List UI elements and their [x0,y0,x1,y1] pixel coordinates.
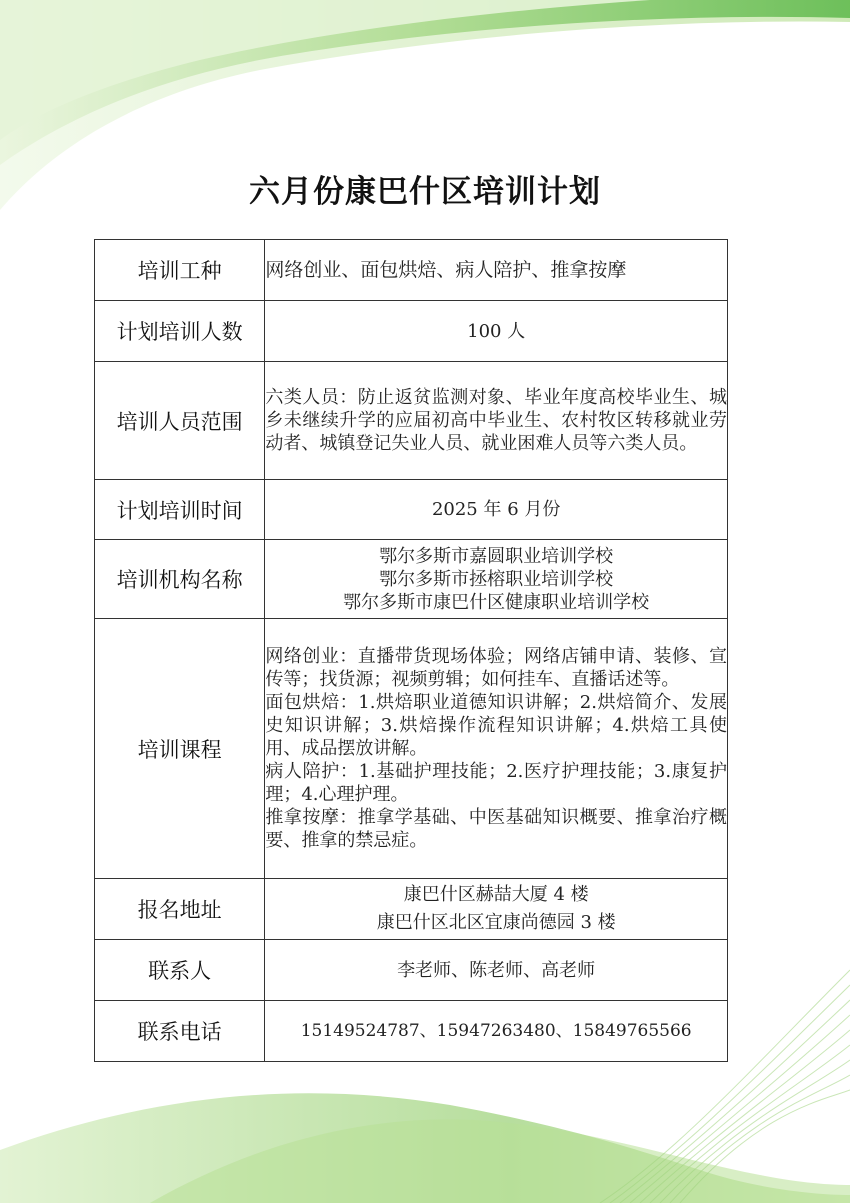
institution-line: 鄂尔多斯市拯榕职业培训学校 [379,568,614,590]
table-row [95,362,728,480]
row-value-contacts: 李老师、陈老师、高老师 [265,940,728,1001]
table-row [95,480,728,540]
table-row [95,619,728,879]
row-label: 培训人员范围 [95,362,265,480]
table-row [95,879,728,940]
table-row [95,940,728,1001]
row-value-phone: 15149524787、15947263480、15849765566 [265,1001,728,1062]
institution-line: 鄂尔多斯市康巴什区健康职业培训学校 [343,591,650,613]
row-label: 联系人 [95,940,265,1001]
row-label: 培训机构名称 [95,540,265,619]
course-line: 病人陪护：1.基础护理技能；2.医疗护理技能；3.康复护理；4.心理护理。 [265,761,727,805]
row-label: 报名地址 [95,879,265,940]
table-row [95,301,728,362]
training-plan-table [94,239,728,1062]
page-title: 六月份康巴什区培训计划 [249,174,601,210]
course-line: 网络创业：直播带货现场体验；网络店铺申请、装修、宣传等；找货源；视频剪辑；如何挂车、直播话述等。 [265,646,727,690]
course-line: 推拿按摩：推拿学基础、中医基础知识概要、推拿治疗概要、推拿的禁忌症。 [265,807,727,851]
row-label: 培训工种 [95,240,265,301]
table-row [95,540,728,619]
row-label: 培训课程 [95,619,265,879]
row-value-courses [265,619,728,879]
row-label: 计划培训时间 [95,480,265,540]
course-line: 面包烘焙：1.烘焙职业道德知识讲解；2.烘焙简介、发展史知识讲解；3.烘焙操作流程知识讲解；4.烘焙工具使用、成品摆放讲解。 [265,692,727,759]
row-value-time: 2025 年 6 月份 [265,480,728,540]
table-row [95,1001,728,1062]
row-label: 联系电话 [95,1001,265,1062]
row-value-scope: 六类人员：防止返贫监测对象、毕业年度高校毕业生、城乡未继续升学的应届初高中毕业生、农村牧区转移就业劳动者、城镇登记失业人员、就业困难人员等六类人员。 [265,362,728,480]
row-label: 计划培训人数 [95,301,265,362]
address-line: 康巴什区北区宜康尚德园 3 楼 [376,912,616,933]
address-line: 康巴什区赫喆大厦 4 楼 [403,884,589,905]
table-row [95,240,728,301]
row-value-headcount: 100 人 [265,301,728,362]
row-value-trades: 网络创业、面包烘焙、病人陪护、推拿按摩 [265,240,728,301]
row-value-address [265,879,728,940]
row-value-institutions [265,540,728,619]
institution-line: 鄂尔多斯市嘉圆职业培训学校 [379,545,614,567]
